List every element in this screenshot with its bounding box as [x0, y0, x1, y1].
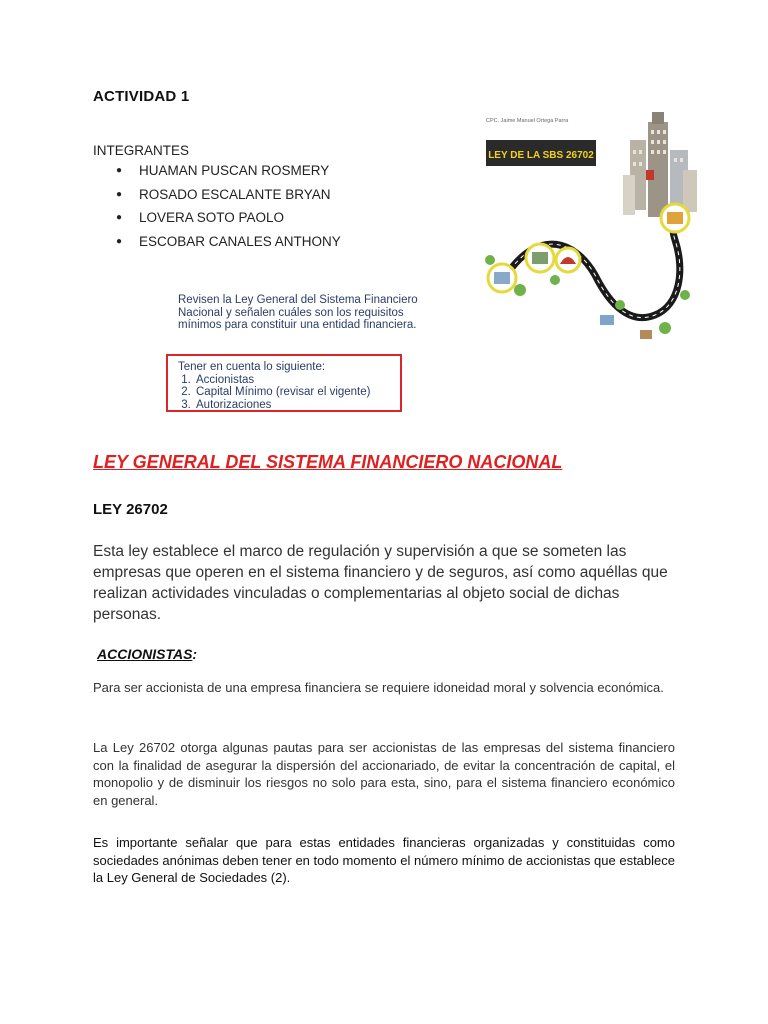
criteria-box: [166, 354, 402, 412]
law-infographic-image: [480, 100, 705, 355]
milestone-circle-icon: [488, 264, 516, 292]
list-item: [93, 183, 341, 207]
criteria-list: [178, 374, 392, 412]
member-name: ESCOBAR CANALES ANTHONY: [139, 233, 341, 249]
instruction-text: Revisen la Ley General del Sistema Financiero Nacional y señalen cuáles son los requisitos mínimos para constituir una entidad financiera.: [178, 294, 418, 331]
paragraph: La Ley 26702 otorga algunas pautas para ser accionistas de las empresas del sistema financiero con la finalidad de asegurar la dispersión del accionariado, de evitar la concentración de capital, el monopolio y de disminuir los riesgos no solo para esta, sino, para el sistema financiero económico en general.: [93, 740, 675, 808]
building-icon: [640, 330, 652, 339]
law-number: LEY 26702: [93, 501, 168, 518]
skyline-icon: [623, 112, 697, 217]
bullet-icon: ●: [116, 188, 123, 200]
law-heading: LEY GENERAL DEL SISTEMA FINANCIERO NACIONAL: [93, 452, 563, 472]
milestone-circle-icon: [556, 248, 580, 272]
member-name: ROSADO ESCALANTE BRYAN: [139, 186, 331, 202]
bullet-icon: ●: [116, 212, 123, 224]
list-item: 1. Accionistas: [194, 374, 392, 387]
paragraph: Para ser accionista de una empresa financiera se requiere idoneidad moral y solvencia económica.: [93, 680, 664, 695]
milestone-circle-icon: [661, 204, 689, 232]
list-item: [93, 159, 341, 183]
member-name: HUAMAN PUSCAN ROSMERY: [139, 163, 330, 179]
list-item: [93, 230, 341, 254]
member-name: LOVERA SOTO PAOLO: [139, 210, 285, 226]
list-item: 2. Capital Mínimo (revisar el vigente): [194, 386, 392, 399]
activity-title: ACTIVIDAD 1: [93, 88, 190, 105]
team-label: INTEGRANTES: [93, 143, 190, 158]
paragraph: Es importante señalar que para estas entidades financieras organizadas y constituidas como sociedades anónimas deben tener en todo momento el número mínimo de accionistas que establece la Ley General de Sociedades (2).: [93, 835, 675, 885]
banner-title: LEY DE LA SBS 26702: [488, 150, 594, 161]
team-member-list: [93, 159, 341, 253]
bullet-icon: ●: [116, 165, 123, 177]
bullet-icon: ●: [116, 235, 123, 247]
author-caption: CPC. Jaime Manuel Ortega Parra: [486, 118, 569, 124]
section-heading: [97, 646, 197, 662]
criteria-box-title: Tener en cuenta lo siguiente:: [178, 361, 326, 373]
law-intro-paragraph: Esta ley establece el marco de regulación y supervisión a que se someten las empresas que operen en el sistema financiero y de seguros, así como aquéllas que realizan actividades vinculadas o complementarias al objeto social de dichas personas.: [93, 543, 668, 623]
milestone-circle-icon: [526, 244, 554, 272]
section-heading-suffix: :: [192, 646, 198, 662]
section-heading-text: ACCIONISTAS: [97, 646, 193, 662]
list-item: [93, 206, 341, 230]
building-icon: [600, 315, 614, 325]
list-item: 3. Autorizaciones: [194, 399, 392, 412]
